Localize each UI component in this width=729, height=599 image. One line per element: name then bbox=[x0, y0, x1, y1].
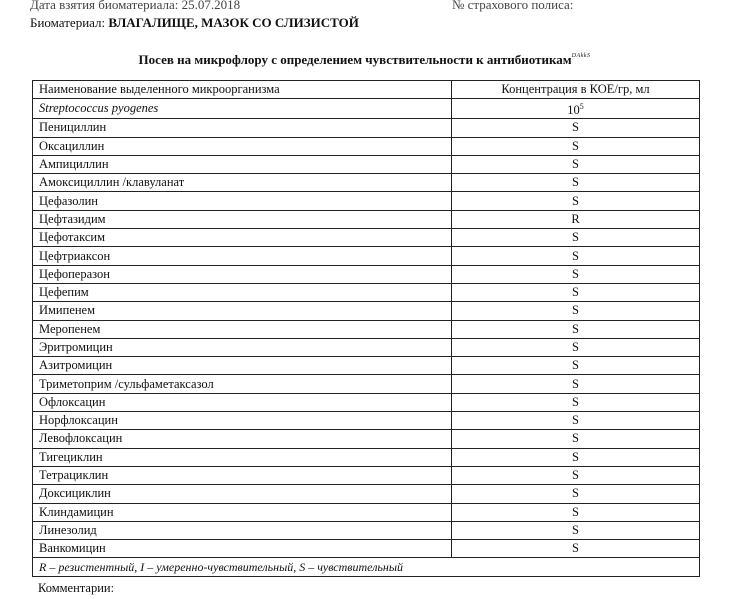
susceptibility-result: S bbox=[452, 430, 700, 448]
table-row bbox=[33, 302, 700, 320]
susceptibility-result: S bbox=[452, 448, 700, 466]
table-row bbox=[33, 119, 700, 137]
table-row bbox=[33, 338, 700, 356]
susceptibility-result: R bbox=[452, 210, 700, 228]
table-row bbox=[33, 521, 700, 539]
sample-date-value: 25.07.2018 bbox=[181, 0, 241, 12]
susceptibility-result: S bbox=[452, 247, 700, 265]
sample-date-label: Дата взятия биоматериала: bbox=[30, 0, 179, 12]
table-row bbox=[33, 393, 700, 411]
table-row bbox=[33, 503, 700, 521]
table-row bbox=[33, 357, 700, 375]
antibiotic-name: Цефотаксим bbox=[33, 229, 452, 247]
antibiotic-name: Цефазолин bbox=[33, 192, 452, 210]
susceptibility-result: S bbox=[452, 540, 700, 558]
table-row bbox=[33, 485, 700, 503]
antibiotic-name: Цефоперазон bbox=[33, 265, 452, 283]
organism-row bbox=[33, 99, 700, 119]
susceptibility-result: S bbox=[452, 466, 700, 484]
antibiotic-name: Офлоксацин bbox=[33, 393, 452, 411]
document-title bbox=[0, 52, 729, 68]
legend-row bbox=[33, 558, 700, 576]
antibiotic-name: Доксициклин bbox=[33, 485, 452, 503]
susceptibility-result: S bbox=[452, 174, 700, 192]
table-row bbox=[33, 320, 700, 338]
table-row bbox=[33, 375, 700, 393]
antibiotic-name: Тигециклин bbox=[33, 448, 452, 466]
antibiotic-name: Левофлоксацин bbox=[33, 430, 452, 448]
antibiotic-name: Триметоприм /сульфаметаксазол bbox=[33, 375, 452, 393]
antibiotic-name: Пенициллин bbox=[33, 119, 452, 137]
document-title-text: Посев на микрофлору с определением чувствительности к антибиотикам bbox=[138, 52, 572, 67]
table-row bbox=[33, 265, 700, 283]
antibiotic-name: Линезолид bbox=[33, 521, 452, 539]
antibiotic-name: Клиндамицин bbox=[33, 503, 452, 521]
sample-date-line bbox=[30, 0, 240, 13]
table-row bbox=[33, 210, 700, 228]
susceptibility-table-body bbox=[33, 81, 700, 577]
susceptibility-result: S bbox=[452, 521, 700, 539]
antibiotic-name: Имипенем bbox=[33, 302, 452, 320]
table-row bbox=[33, 174, 700, 192]
concentration-exponent: 5 bbox=[579, 102, 584, 112]
table-row bbox=[33, 448, 700, 466]
table-row bbox=[33, 137, 700, 155]
antibiotic-name: Эритромицин bbox=[33, 338, 452, 356]
susceptibility-result: S bbox=[452, 265, 700, 283]
susceptibility-result: S bbox=[452, 485, 700, 503]
table-row bbox=[33, 412, 700, 430]
concentration-base: 10 bbox=[567, 103, 580, 118]
susceptibility-result: S bbox=[452, 155, 700, 173]
table-row bbox=[33, 155, 700, 173]
antibiotic-name: Меропенем bbox=[33, 320, 452, 338]
susceptibility-result: S bbox=[452, 357, 700, 375]
susceptibility-result: S bbox=[452, 283, 700, 301]
susceptibility-table bbox=[32, 80, 700, 577]
susceptibility-legend: R – резистентный, I – умеренно-чувствительный, S – чувствительный bbox=[33, 558, 700, 576]
biomaterial-value: ВЛАГАЛИЩЕ, МАЗОК СО СЛИЗИСТОЙ bbox=[108, 15, 359, 30]
antibiotic-name: Ванкомицин bbox=[33, 540, 452, 558]
table-row bbox=[33, 540, 700, 558]
antibiotic-name: Оксациллин bbox=[33, 137, 452, 155]
antibiotic-name: Тетрациклин bbox=[33, 466, 452, 484]
accreditation-mark: DAkkS bbox=[571, 53, 591, 59]
table-row bbox=[33, 283, 700, 301]
biomaterial-line bbox=[30, 15, 359, 31]
susceptibility-result: S bbox=[452, 119, 700, 137]
susceptibility-result: S bbox=[452, 393, 700, 411]
table-row bbox=[33, 430, 700, 448]
antibiotic-name: Норфлоксацин bbox=[33, 412, 452, 430]
column-header-concentration: Концентрация в КОЕ/гр, мл bbox=[452, 81, 700, 99]
table-row bbox=[33, 192, 700, 210]
table-row bbox=[33, 247, 700, 265]
antibiotic-name: Цефтриаксон bbox=[33, 247, 452, 265]
organism-name: Streptococcus pyogenes bbox=[33, 99, 452, 119]
susceptibility-result: S bbox=[452, 412, 700, 430]
antibiotic-name: Цефепим bbox=[33, 283, 452, 301]
susceptibility-result: S bbox=[452, 302, 700, 320]
biomaterial-label: Биоматериал: bbox=[30, 15, 106, 30]
table-row bbox=[33, 229, 700, 247]
susceptibility-result: S bbox=[452, 338, 700, 356]
antibiotic-name: Цефтазидим bbox=[33, 210, 452, 228]
susceptibility-result: S bbox=[452, 503, 700, 521]
susceptibility-result: S bbox=[452, 320, 700, 338]
antibiotic-name: Амоксициллин /клавуланат bbox=[33, 174, 452, 192]
table-row bbox=[33, 466, 700, 484]
susceptibility-result: S bbox=[452, 192, 700, 210]
table-header-row bbox=[33, 81, 700, 99]
susceptibility-result: S bbox=[452, 375, 700, 393]
comments-label: Комментарии: bbox=[38, 581, 115, 595]
organism-concentration bbox=[452, 99, 700, 119]
antibiotic-name: Азитромицин bbox=[33, 357, 452, 375]
susceptibility-result: S bbox=[452, 229, 700, 247]
susceptibility-result: S bbox=[452, 137, 700, 155]
insurance-policy-label: № страхового полиса: bbox=[452, 0, 574, 12]
column-header-organism: Наименование выделенного микроорганизма bbox=[33, 81, 452, 99]
antibiotic-name: Ампициллин bbox=[33, 155, 452, 173]
